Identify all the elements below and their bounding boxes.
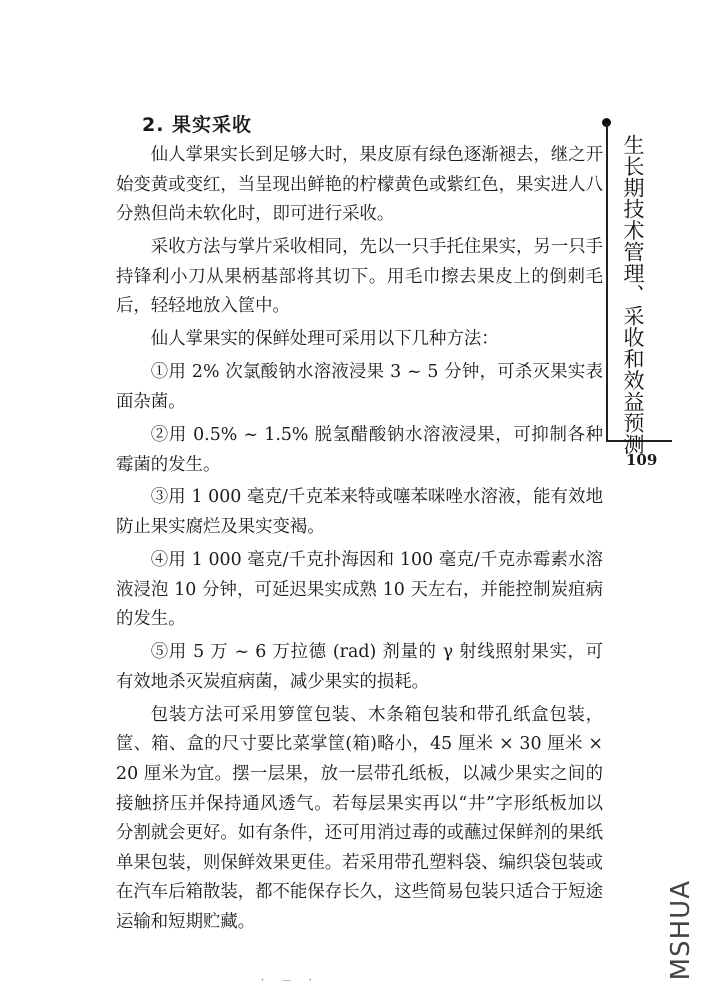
paragraph-ripeness: 仙人掌果实长到足够大时，果皮原有绿色逐渐褪去，继之开始变黄或变红，当呈现出鲜艳的柠檬黄色或紫红色，果实进人八分熟但尚未软化时，即可进行采收。 (116, 145, 603, 225)
section-title: 2. 果实采收 (142, 114, 253, 136)
running-header-vertical: 生长期技术管理、采收和效益预测 (621, 134, 645, 455)
paragraph-harvest-method: 采收方法与掌片采收相同，先以一只手托住果实，另一只手持锋利小刀从果柄基部将其切下。用毛巾擦去果皮上的倒刺毛后，轻轻地放入筐中。 (116, 237, 603, 317)
paragraph-preservation-intro: 仙人掌果实的保鲜处理可采用以下几种方法： (150, 329, 499, 350)
paragraph-method-3: ③用 1 000 毫克/千克苯来特或噻苯咪唑水溶液，能有效地防止果实腐烂及果实变褐。 (116, 487, 603, 538)
paragraph-method-4: ④用 1 000 毫克/千克扑海因和 100 毫克/千克赤霉素水溶液浸泡 10 分钟，可延迟果实成熟 10 天左右，并能控制炭疽病的发生。 (116, 550, 603, 630)
footer-marks: ・ — ・ (258, 976, 321, 986)
paragraph-method-5: ⑤用 5 万 ~ 6 万拉德 (rad) 剂量的 γ 射线照射果实，可有效地杀灭炭疽病菌，减少果实的损耗。 (116, 642, 603, 692)
paragraph-method-1: ①用 2% 次氯酸钠水溶液浸果 3 ~ 5 分钟，可杀灭果实表面杂菌。 (116, 362, 603, 412)
paragraph-method-2: ②用 0.5% ~ 1.5% 脱氢醋酸钠水溶液浸果，可抑制各种霉菌的发生。 (116, 424, 603, 475)
body-text (116, 141, 603, 941)
page-number: 109 (626, 451, 658, 469)
watermark: MSHUA (666, 880, 696, 981)
paragraph-packaging: 包装方法可采用箩筐包装、木条箱包装和带孔纸盒包装，筐、箱、盒的尺寸要比菜掌筐(箱)略小，45 厘米 × 30 厘米 × 20 厘米为宜。摆一层果，放一层带孔纸板，以减少果实之间的接触挤压并保持通风透气。若每层果实再以“井”字形纸板加以分割就会更好。如有条件，还可用消过毒的或蘸过保鲜剂的果纸单果包装，则保鲜效果更佳。若采用带孔塑料袋、编织袋包装或在汽车后箱散装，都不能保存长久，这些简易包装只适合于短途运输和短期贮藏。 (116, 704, 603, 932)
margin-rule-vertical (606, 124, 608, 440)
